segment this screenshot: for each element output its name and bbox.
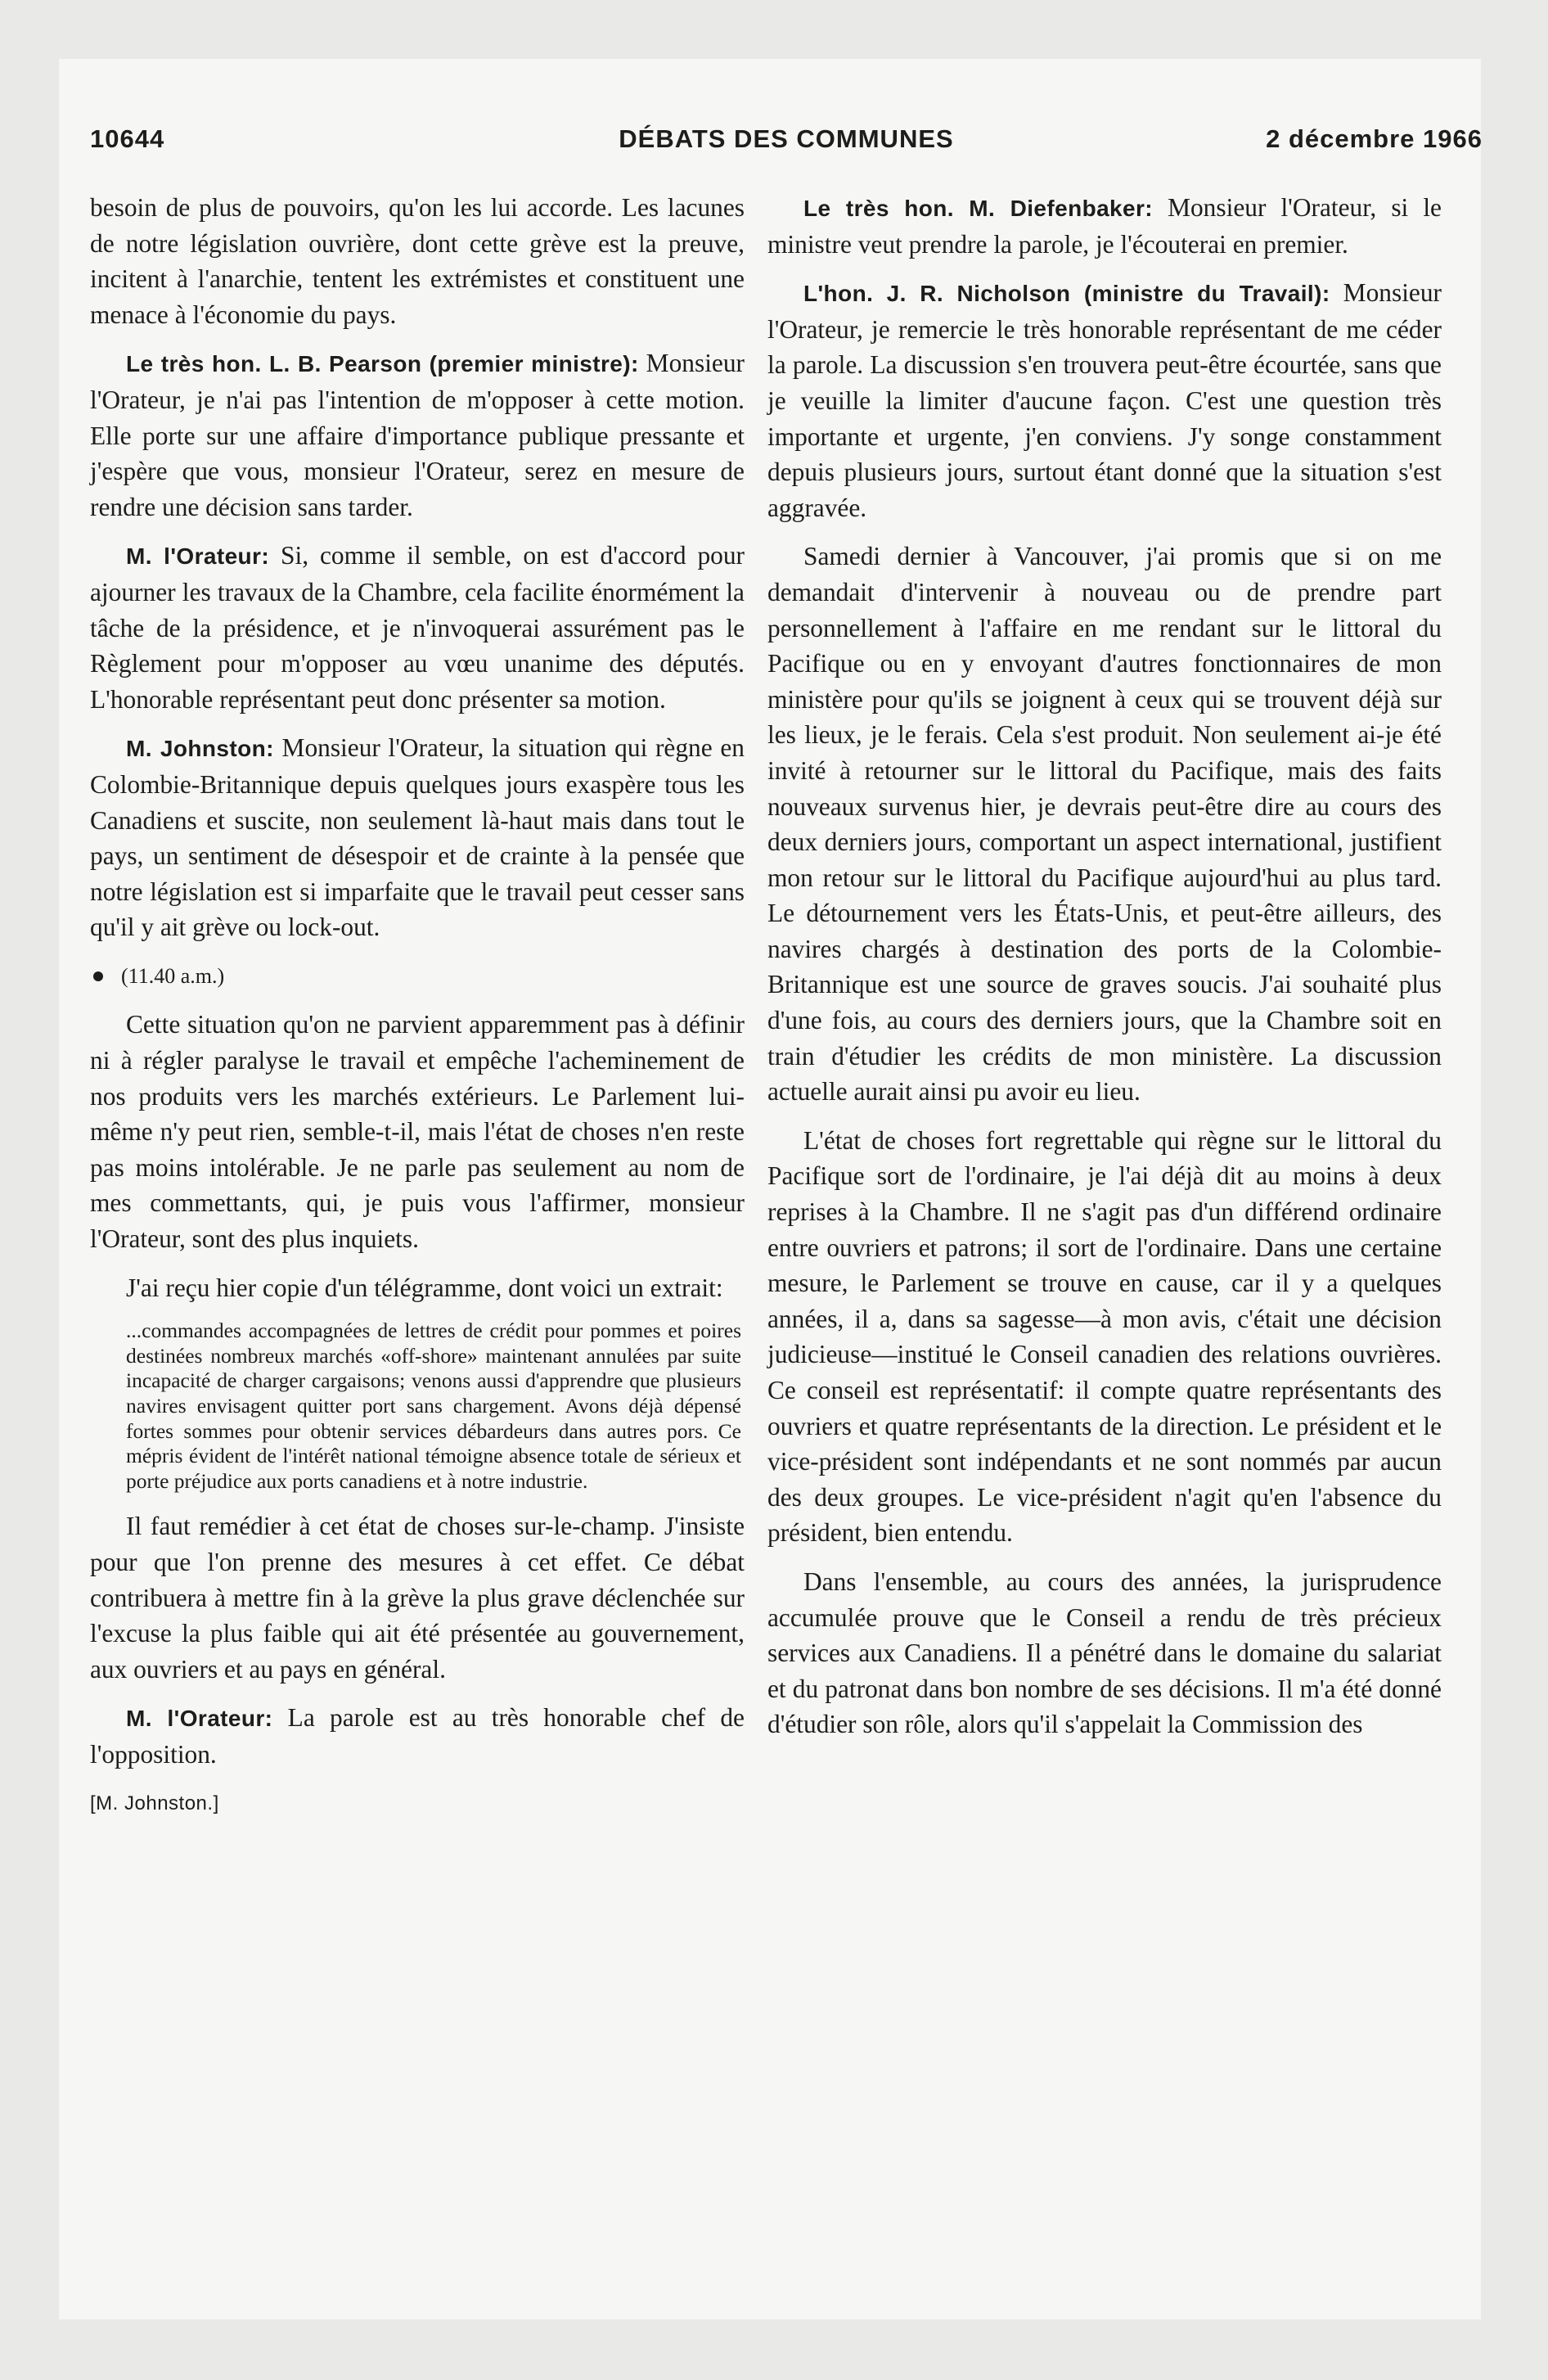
paragraph: L'état de choses fort regrettable qui règne sur le littoral du Pacifique sort de l'ordinaire, je l'ai déjà dit au moins à deux reprises à la Chambre. Il ne s'agit pas d'un différend ordinaire entre ouvriers et patrons; il sort de l'ordinaire. Dans une certaine mesure, le Parlement se trouve en cause, car il y a quelques années, il a, dans sa sagesse—à mon avis, c'était une décision judicieuse—institué le Conseil canadien des relations ouvrières. Ce conseil est représentatif: il compte quatre représentants des ouvriers et quatre représentants de la direction. Le président et le vice-président sont indépendants et ne sont nommés par aucun des deux groupes. Le vice-président n'agit qu'en l'absence du président, bien entendu.: [767, 1125, 1442, 1548]
page-number: 10644: [90, 124, 165, 153]
speech-text: La parole est au très honorable chef de l'opposition.: [90, 1703, 745, 1769]
speaker-name: Le très hon. L. B. Pearson (premier ministre):: [126, 351, 639, 377]
page-title: DÉBATS DES COMMUNES: [619, 124, 954, 153]
running-footnote: [M. Johnston.]: [90, 1792, 219, 1814]
paragraph: besoin de plus de pouvoirs, qu'on les lui accorde. Les lacunes de notre législation ouvrière, dont cette grève est la preuve, incitent à l'anarchie, tentent les extrémistes et constituent une menace à l'économie du pays.: [90, 193, 745, 329]
page: [59, 59, 1481, 2319]
speech-text: Monsieur l'Orateur, je n'ai pas l'intention de m'opposer à cette motion. Elle porte sur une affaire d'importance publique pressante et j'espère que vous, monsieur l'Orateur, serez en mesure de rendre une décision sans tarder.: [90, 349, 745, 521]
paragraph: Cette situation qu'on ne parvient apparemment pas à définir ni à régler paralyse le travail et empêche l'acheminement de nos produits vers les marchés extérieurs. Le Parlement lui-même n'y peut rien, semble-t-il, mais l'état de choses n'en reste pas moins intolérable. Je ne parle pas seulement au nom de mes commettants, qui, je puis vous l'affirmer, monsieur l'Orateur, sont des plus inquiets.: [90, 1010, 745, 1254]
paragraph: [767, 190, 1442, 262]
speech-text: Si, comme il semble, on est d'accord pour ajourner les travaux de la Chambre, cela facilite énormément la tâche de la présidence, et je n'invoquerai assurément pas le Règlement pour m'opposer au vœu unanime des députés. L'honorable représentant peut donc présenter sa motion.: [90, 541, 745, 714]
bullet-icon: [93, 971, 103, 981]
left-column: [90, 190, 745, 1821]
speaker-name: L'hon. J. R. Nicholson (ministre du Travail):: [803, 281, 1330, 307]
paragraph: [90, 538, 745, 717]
paragraph: [767, 275, 1442, 525]
speaker-name: Le très hon. M. Diefenbaker:: [803, 196, 1154, 221]
telegram-quote: ...commandes accompagnées de lettres de crédit pour pommes et poires destinées nombreux marchés «off-shore» maintenant annulées par suite incapacité de charger cargaisons; venons aussi d'apprendre que plusieurs navires envisagent quitter port sans chargement. Avons déjà dépensé fortes sommes pour obtenir services débardeurs dans autres pors. Ce mépris évident de l'intérêt national témoigne absence totale de sérieux et porte préjudice aux ports canadiens et à notre industrie.: [126, 1318, 741, 1493]
right-column: [767, 190, 1442, 1756]
paragraph: Dans l'ensemble, au cours des années, la jurisprudence accumulée prouve que le Conseil a rendu de très précieux services aux Canadiens. Il a pénétré dans le domaine du salariat et du patronat dans bon nombre de ses décisions. Il m'a été donné d'étudier son rôle, alors qu'il s'appelait la Commission des: [767, 1566, 1442, 1739]
paragraph: [90, 730, 745, 945]
speech-text: Monsieur l'Orateur, la situation qui règne en Colombie-Britannique depuis quelques jours exaspère tous les Canadiens et suscite, non seulement là-haut mais dans tout le pays, un sentiment de désespoir et de crainte à la pensée que notre législation est si imparfaite que le travail peut cesser sans qu'il y ait grève ou lock-out.: [90, 733, 745, 942]
speaker-name: M. l'Orateur:: [126, 543, 270, 570]
paragraph: Il faut remédier à cet état de choses sur-le-champ. J'insiste pour que l'on prenne des mesures à cet effet. Ce débat contribuera à mettre fin à la grève la plus grave déclenchée sur l'excuse la plus faible qui ait été présentée au gouvernement, aux ouvriers et au pays en général.: [90, 1512, 745, 1684]
page-header: [90, 124, 1483, 162]
speech-text: Monsieur l'Orateur, je remercie le très honorable représentant de me céder la parole. La discussion s'en trouvera peut-être écourtée, sans que je veuille la limiter d'aucune façon. C'est une question très importante et urgente, j'en conviens. J'y songe constamment depuis plusieurs jours, surtout étant donné que la situation s'est aggravée.: [767, 278, 1442, 522]
paragraph: [90, 345, 745, 525]
time-marker: [90, 958, 745, 994]
time-stamp: (11.40 a.m.): [121, 963, 225, 988]
speaker-name: M. l'Orateur:: [126, 1706, 273, 1732]
paragraph: [90, 1700, 745, 1772]
page-date: 2 décembre 1966: [1266, 124, 1483, 153]
speech-text: Monsieur l'Orateur, si le ministre veut prendre la parole, je l'écouterai en premier.: [767, 193, 1442, 259]
speaker-name: M. Johnston:: [126, 736, 274, 762]
paragraph: J'ai reçu hier copie d'un télégramme, dont voici un extrait:: [126, 1273, 723, 1302]
paragraph: Samedi dernier à Vancouver, j'ai promis que si on me demandait d'intervenir à nouveau ou de prendre part personnellement à l'affaire en me rendant sur le littoral du Pacifique ou en y envoyant d'autres fonctionnaires de mon ministère pour qu'ils se joignent à ceux qui se trouvent déjà sur les lieux, je le ferais. Cela s'est produit. Non seulement ai-je été invité à retourner sur le littoral du Pacifique, mais des faits nouveaux survenus hier, je devrais peut-être dire au cours des deux derniers jours, comportant un aspect international, justifient mon retour sur le littoral du Pacifique aujourd'hui au plus tard. Le détournement vers les États-Unis, et peut-être ailleurs, des navires chargés à destination des ports de la Colombie-Britannique est une source de graves soucis. J'ai souhaité plus d'une fois, au cours des derniers jours, que la Chambre soit en train d'étudier les crédits de mon ministère. La discussion actuelle aurait ainsi pu avoir eu lieu.: [767, 542, 1442, 1107]
